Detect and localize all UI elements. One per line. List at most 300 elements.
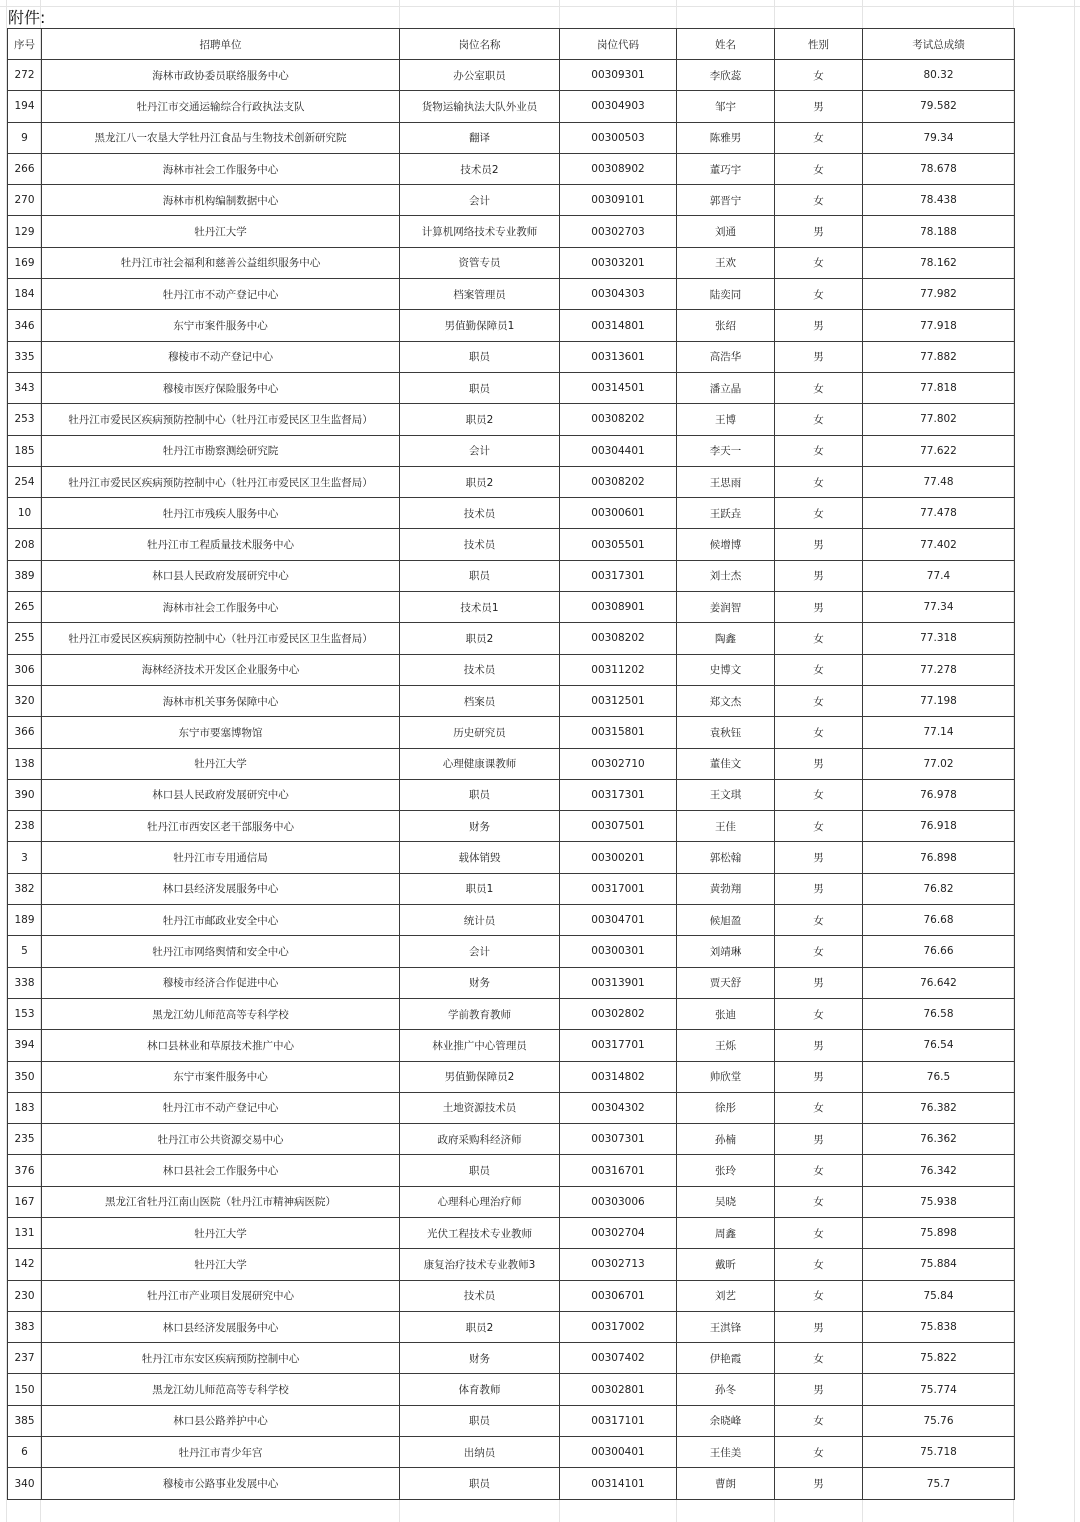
column-header: 招聘单位 [42,29,400,60]
cell-position: 技术员 [400,498,560,529]
cell-index: 237 [8,1343,42,1374]
cell-name: 余晓峰 [677,1405,775,1436]
cell-position: 资管专员 [400,247,560,278]
table-row [8,779,1015,810]
table-row [8,247,1015,278]
cell-employer: 黑龙江省牡丹江南山医院（牡丹江市精神病医院） [42,1186,400,1217]
cell-score: 76.58 [863,998,1015,1029]
cell-position-code: 00307301 [560,1124,677,1155]
cell-position-code: 00300201 [560,842,677,873]
cell-position: 载体销毁 [400,842,560,873]
cell-name: 帅欣堂 [677,1061,775,1092]
cell-name: 王思雨 [677,466,775,497]
cell-employer: 牡丹江市爱民区疾病预防控制中心（牡丹江市爱民区卫生监督局） [42,466,400,497]
cell-name: 吴晓 [677,1186,775,1217]
cell-position: 职员1 [400,873,560,904]
cell-position: 职员 [400,372,560,403]
cell-position: 职员 [400,560,560,591]
cell-employer: 穆棱市经济合作促进中心 [42,967,400,998]
table-row [8,435,1015,466]
cell-position: 体育教师 [400,1374,560,1405]
table-row [8,967,1015,998]
cell-score: 78.678 [863,153,1015,184]
cell-position: 计算机网络技术专业教师 [400,216,560,247]
cell-position: 会计 [400,185,560,216]
cell-index: 272 [8,60,42,91]
cell-position-code: 00314801 [560,310,677,341]
table-row [8,717,1015,748]
table-row [8,905,1015,936]
column-header: 考试总成绩 [863,29,1015,60]
cell-index: 254 [8,466,42,497]
cell-gender: 男 [775,873,863,904]
table-row [8,310,1015,341]
cell-name: 伊艳霞 [677,1343,775,1374]
cell-employer: 林口县人民政府发展研究中心 [42,560,400,591]
cell-score: 77.14 [863,717,1015,748]
cell-gender: 男 [775,529,863,560]
cell-employer: 林口县公路养护中心 [42,1405,400,1436]
header-row [8,29,1015,60]
cell-position-code: 00308902 [560,153,677,184]
cell-gender: 男 [775,748,863,779]
grid-line [1074,0,1075,1522]
cell-gender: 女 [775,60,863,91]
cell-index: 230 [8,1280,42,1311]
column-header: 姓名 [677,29,775,60]
cell-position: 技术员 [400,654,560,685]
cell-gender: 男 [775,592,863,623]
cell-score: 78.188 [863,216,1015,247]
cell-position-code: 00317701 [560,1030,677,1061]
cell-index: 266 [8,153,42,184]
cell-name: 潘立晶 [677,372,775,403]
cell-gender: 女 [775,1249,863,1280]
table-row [8,1280,1015,1311]
cell-index: 376 [8,1155,42,1186]
cell-index: 253 [8,404,42,435]
cell-gender: 女 [775,185,863,216]
cell-gender: 女 [775,998,863,1029]
cell-employer: 林口县经济发展服务中心 [42,1311,400,1342]
cell-index: 383 [8,1311,42,1342]
cell-score: 77.02 [863,748,1015,779]
table-row [8,1155,1015,1186]
cell-employer: 牡丹江市公共资源交易中心 [42,1124,400,1155]
cell-gender: 女 [775,435,863,466]
cell-gender: 女 [775,153,863,184]
cell-name: 李天一 [677,435,775,466]
table-row [8,185,1015,216]
cell-index: 366 [8,717,42,748]
cell-index: 270 [8,185,42,216]
cell-employer: 林口县社会工作服务中心 [42,1155,400,1186]
cell-position: 出纳员 [400,1437,560,1468]
cell-position: 职员 [400,1405,560,1436]
cell-position: 财务 [400,1343,560,1374]
table-row [8,1186,1015,1217]
cell-position: 心理科心理治疗师 [400,1186,560,1217]
cell-index: 3 [8,842,42,873]
cell-name: 徐彤 [677,1092,775,1123]
cell-name: 黄勃翔 [677,873,775,904]
cell-employer: 牡丹江市东安区疾病预防控制中心 [42,1343,400,1374]
cell-position-code: 00317301 [560,779,677,810]
table-row [8,279,1015,310]
cell-position-code: 00315801 [560,717,677,748]
cell-name: 李欣蕊 [677,60,775,91]
cell-score: 75.938 [863,1186,1015,1217]
cell-gender: 女 [775,1405,863,1436]
cell-position: 翻译 [400,122,560,153]
column-header: 岗位代码 [560,29,677,60]
cell-position: 康复治疗技术专业教师3 [400,1249,560,1280]
cell-index: 340 [8,1468,42,1499]
table-row [8,1468,1015,1499]
cell-position-code: 00302704 [560,1217,677,1248]
cell-gender: 男 [775,310,863,341]
cell-employer: 东宁市要塞博物馆 [42,717,400,748]
cell-gender: 女 [775,372,863,403]
cell-gender: 女 [775,122,863,153]
table-row [8,1092,1015,1123]
cell-score: 77.34 [863,592,1015,623]
cell-position-code: 00300401 [560,1437,677,1468]
cell-position-code: 00302801 [560,1374,677,1405]
cell-employer: 牡丹江大学 [42,216,400,247]
cell-position: 会计 [400,936,560,967]
cell-index: 382 [8,873,42,904]
cell-index: 238 [8,811,42,842]
cell-gender: 男 [775,1468,863,1499]
cell-gender: 男 [775,1124,863,1155]
cell-position-code: 00314501 [560,372,677,403]
cell-position-code: 00316701 [560,1155,677,1186]
cell-position: 政府采购科经济师 [400,1124,560,1155]
cell-position: 技术员1 [400,592,560,623]
cell-index: 6 [8,1437,42,1468]
cell-position: 财务 [400,811,560,842]
cell-employer: 林口县经济发展服务中心 [42,873,400,904]
cell-employer: 海林市机构编制数据中心 [42,185,400,216]
cell-name: 陈雅男 [677,122,775,153]
cell-index: 184 [8,279,42,310]
cell-score: 79.34 [863,122,1015,153]
cell-score: 75.822 [863,1343,1015,1374]
cell-position-code: 00302713 [560,1249,677,1280]
table-row [8,873,1015,904]
cell-position: 档案员 [400,685,560,716]
table-row [8,998,1015,1029]
cell-index: 306 [8,654,42,685]
cell-score: 77.818 [863,372,1015,403]
table-row [8,1124,1015,1155]
cell-position-code: 00303006 [560,1186,677,1217]
cell-position-code: 00312501 [560,685,677,716]
cell-name: 孙楠 [677,1124,775,1155]
cell-score: 77.478 [863,498,1015,529]
table-row [8,623,1015,654]
cell-score: 75.7 [863,1468,1015,1499]
cell-position-code: 00313901 [560,967,677,998]
cell-position-code: 00307501 [560,811,677,842]
cell-index: 394 [8,1030,42,1061]
cell-name: 曹朗 [677,1468,775,1499]
cell-score: 76.978 [863,779,1015,810]
cell-employer: 牡丹江市勘察测绘研究院 [42,435,400,466]
cell-index: 150 [8,1374,42,1405]
cell-name: 候增博 [677,529,775,560]
cell-index: 343 [8,372,42,403]
cell-name: 刘靖琳 [677,936,775,967]
cell-name: 张迪 [677,998,775,1029]
cell-employer: 牡丹江市青少年宫 [42,1437,400,1468]
table-row [8,153,1015,184]
cell-score: 76.342 [863,1155,1015,1186]
cell-position-code: 00314802 [560,1061,677,1092]
cell-name: 郭晋宁 [677,185,775,216]
cell-position-code: 00304903 [560,91,677,122]
cell-gender: 女 [775,685,863,716]
score-table [7,28,1015,1500]
table-row [8,560,1015,591]
cell-position: 档案管理员 [400,279,560,310]
cell-position: 技术员 [400,1280,560,1311]
cell-index: 194 [8,91,42,122]
cell-gender: 女 [775,466,863,497]
cell-index: 183 [8,1092,42,1123]
cell-employer: 牡丹江市交通运输综合行政执法支队 [42,91,400,122]
cell-position-code: 00302802 [560,998,677,1029]
cell-position: 职员 [400,341,560,372]
cell-score: 76.382 [863,1092,1015,1123]
table-row [8,1030,1015,1061]
cell-name: 王欢 [677,247,775,278]
cell-position-code: 00308202 [560,466,677,497]
cell-employer: 穆棱市不动产登记中心 [42,341,400,372]
cell-score: 79.582 [863,91,1015,122]
cell-gender: 女 [775,247,863,278]
cell-name: 袁秋钰 [677,717,775,748]
cell-employer: 牡丹江市爱民区疾病预防控制中心（牡丹江市爱民区卫生监督局） [42,623,400,654]
cell-gender: 男 [775,967,863,998]
cell-name: 董巧宇 [677,153,775,184]
cell-position-code: 00317101 [560,1405,677,1436]
cell-name: 孙冬 [677,1374,775,1405]
cell-position: 职员2 [400,466,560,497]
cell-position: 技术员 [400,529,560,560]
cell-name: 王跃垚 [677,498,775,529]
cell-score: 77.982 [863,279,1015,310]
cell-name: 刘通 [677,216,775,247]
cell-employer: 穆棱市医疗保险服务中心 [42,372,400,403]
cell-score: 76.66 [863,936,1015,967]
cell-position-code: 00313601 [560,341,677,372]
column-header: 性别 [775,29,863,60]
cell-position-code: 00308202 [560,623,677,654]
table-row [8,91,1015,122]
cell-employer: 海林市政协委员联络服务中心 [42,60,400,91]
cell-score: 76.54 [863,1030,1015,1061]
cell-position: 会计 [400,435,560,466]
cell-gender: 女 [775,1186,863,1217]
cell-index: 5 [8,936,42,967]
cell-position: 职员2 [400,404,560,435]
cell-gender: 女 [775,936,863,967]
cell-score: 77.622 [863,435,1015,466]
cell-employer: 牡丹江大学 [42,1249,400,1280]
cell-position: 职员2 [400,1311,560,1342]
cell-position: 光伏工程技术专业教师 [400,1217,560,1248]
table-row [8,811,1015,842]
cell-gender: 男 [775,1374,863,1405]
cell-score: 77.882 [863,341,1015,372]
cell-employer: 牡丹江市不动产登记中心 [42,279,400,310]
cell-name: 王烁 [677,1030,775,1061]
cell-index: 208 [8,529,42,560]
cell-position: 职员 [400,1468,560,1499]
cell-score: 76.5 [863,1061,1015,1092]
cell-position: 心理健康课教师 [400,748,560,779]
cell-name: 董佳文 [677,748,775,779]
cell-name: 周鑫 [677,1217,775,1248]
cell-position-code: 00300301 [560,936,677,967]
cell-index: 320 [8,685,42,716]
cell-name: 刘士杰 [677,560,775,591]
cell-employer: 东宁市案件服务中心 [42,310,400,341]
cell-score: 75.774 [863,1374,1015,1405]
cell-gender: 女 [775,498,863,529]
cell-gender: 男 [775,560,863,591]
cell-employer: 东宁市案件服务中心 [42,1061,400,1092]
column-header: 序号 [8,29,42,60]
cell-employer: 牡丹江市西安区老干部服务中心 [42,811,400,842]
cell-position: 财务 [400,967,560,998]
table-row [8,592,1015,623]
cell-name: 刘艺 [677,1280,775,1311]
cell-position: 技术员2 [400,153,560,184]
cell-index: 129 [8,216,42,247]
cell-employer: 牡丹江市残疾人服务中心 [42,498,400,529]
cell-score: 75.898 [863,1217,1015,1248]
cell-index: 189 [8,905,42,936]
table-row [8,1311,1015,1342]
cell-employer: 牡丹江市网络舆情和安全中心 [42,936,400,967]
cell-position-code: 00302703 [560,216,677,247]
cell-name: 史博文 [677,654,775,685]
cell-score: 75.718 [863,1437,1015,1468]
cell-index: 9 [8,122,42,153]
table-row [8,60,1015,91]
cell-position-code: 00306701 [560,1280,677,1311]
cell-index: 153 [8,998,42,1029]
cell-index: 131 [8,1217,42,1248]
column-header: 岗位名称 [400,29,560,60]
cell-score: 76.82 [863,873,1015,904]
cell-position-code: 00308901 [560,592,677,623]
attachment-title: 附件: [8,8,46,27]
table-row [8,122,1015,153]
cell-index: 350 [8,1061,42,1092]
cell-gender: 女 [775,1155,863,1186]
cell-index: 142 [8,1249,42,1280]
cell-position-code: 00309301 [560,60,677,91]
cell-gender: 男 [775,341,863,372]
cell-score: 78.438 [863,185,1015,216]
cell-gender: 男 [775,1311,863,1342]
cell-position-code: 00317002 [560,1311,677,1342]
cell-position-code: 00304401 [560,435,677,466]
cell-score: 75.84 [863,1280,1015,1311]
cell-gender: 女 [775,1092,863,1123]
cell-index: 385 [8,1405,42,1436]
cell-position: 土地资源技术员 [400,1092,560,1123]
cell-index: 390 [8,779,42,810]
cell-index: 255 [8,623,42,654]
cell-employer: 林口县林业和草原技术推广中心 [42,1030,400,1061]
cell-name: 王佳美 [677,1437,775,1468]
cell-employer: 黑龙江幼儿师范高等专科学校 [42,998,400,1029]
cell-employer: 黑龙江幼儿师范高等专科学校 [42,1374,400,1405]
cell-gender: 女 [775,717,863,748]
cell-employer: 林口县人民政府发展研究中心 [42,779,400,810]
table-row [8,341,1015,372]
cell-employer: 牡丹江大学 [42,748,400,779]
cell-score: 77.278 [863,654,1015,685]
table-body [8,60,1015,1500]
cell-score: 80.32 [863,60,1015,91]
cell-position-code: 00304302 [560,1092,677,1123]
cell-position-code: 00309101 [560,185,677,216]
cell-index: 338 [8,967,42,998]
table-row [8,216,1015,247]
cell-name: 王文琪 [677,779,775,810]
cell-position: 男值勤保障员2 [400,1061,560,1092]
cell-index: 169 [8,247,42,278]
cell-name: 姜润智 [677,592,775,623]
cell-name: 邹宇 [677,91,775,122]
table-row [8,1343,1015,1374]
cell-gender: 女 [775,1343,863,1374]
cell-index: 335 [8,341,42,372]
cell-position: 职员2 [400,623,560,654]
cell-employer: 穆棱市公路事业发展中心 [42,1468,400,1499]
cell-score: 77.198 [863,685,1015,716]
cell-score: 76.898 [863,842,1015,873]
cell-position-code: 00300601 [560,498,677,529]
cell-gender: 女 [775,623,863,654]
cell-name: 陶鑫 [677,623,775,654]
cell-index: 235 [8,1124,42,1155]
cell-score: 76.918 [863,811,1015,842]
cell-index: 265 [8,592,42,623]
cell-gender: 女 [775,1280,863,1311]
cell-gender: 女 [775,779,863,810]
grid-line [0,6,1080,7]
table-row [8,1374,1015,1405]
cell-index: 138 [8,748,42,779]
cell-position-code: 00317301 [560,560,677,591]
cell-gender: 女 [775,811,863,842]
cell-index: 185 [8,435,42,466]
cell-employer: 海林市社会工作服务中心 [42,592,400,623]
cell-gender: 男 [775,216,863,247]
cell-position-code: 00302710 [560,748,677,779]
cell-index: 10 [8,498,42,529]
cell-name: 贾天舒 [677,967,775,998]
cell-name: 郭松翰 [677,842,775,873]
cell-score: 75.838 [863,1311,1015,1342]
